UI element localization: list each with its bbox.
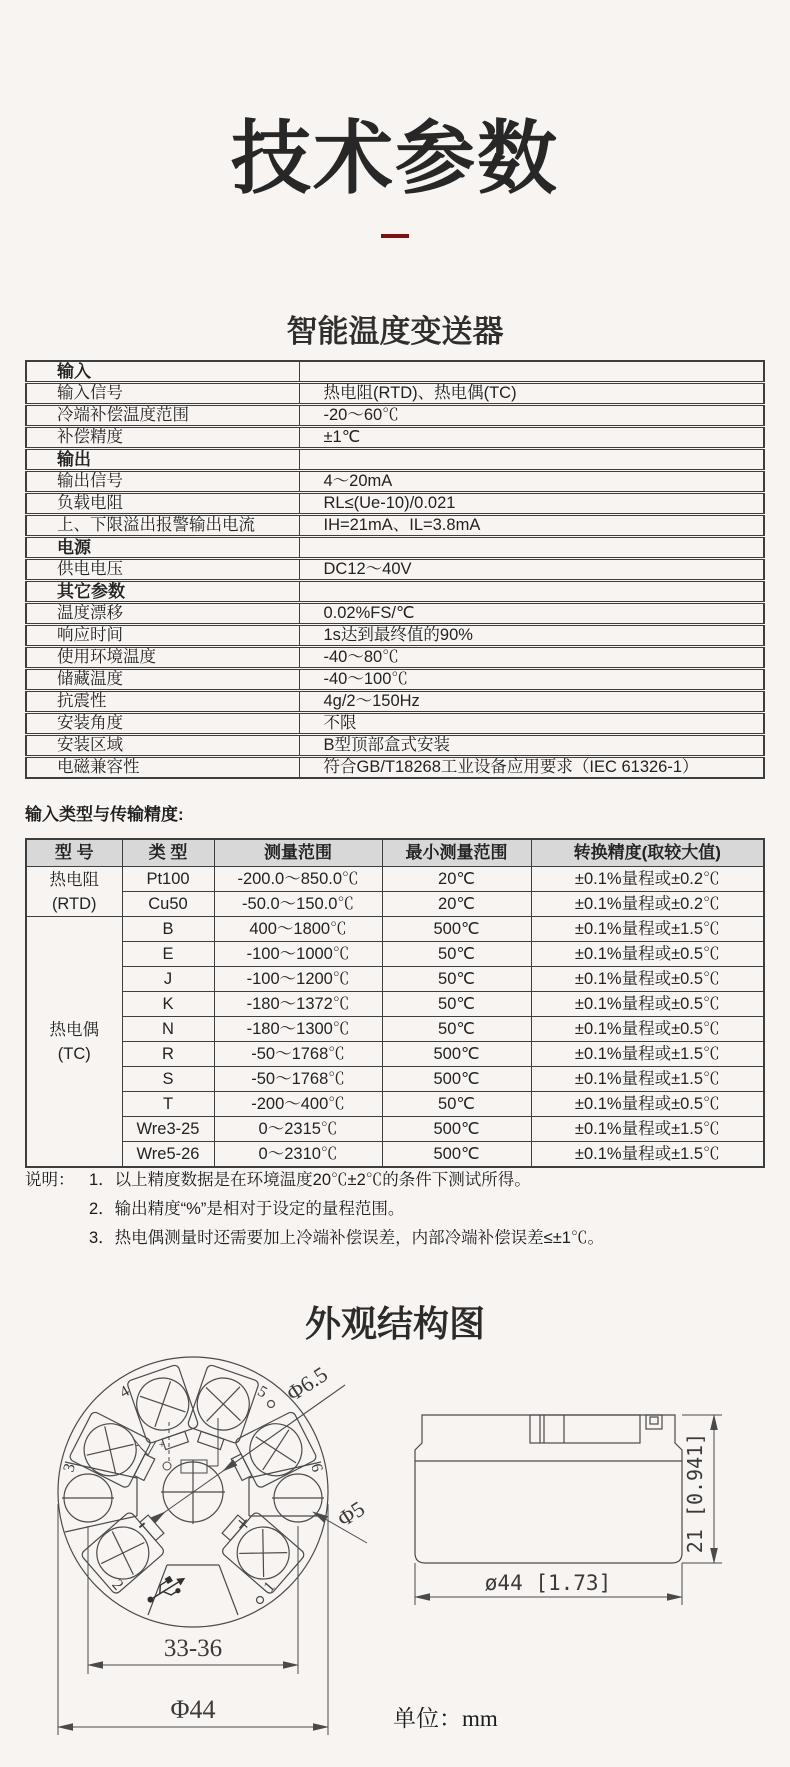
param-value: RL≤(Ue-10)/0.021 [299,493,764,515]
spec-row [26,625,764,647]
side-view-diagram [388,1398,738,1613]
sensor-type: T [122,1092,214,1117]
spec-section-row [26,361,764,383]
min-range: 50℃ [382,967,531,992]
measure-range: -180～1300℃ [214,1017,382,1042]
param-value: -20～60℃ [299,405,764,427]
param-label: 使用环境温度 [26,647,299,669]
spec-table [25,360,765,779]
accuracy-value: ±0.1%量程或±1.5℃ [531,1117,764,1142]
param-label: 抗震性 [26,691,299,713]
spec-row [26,691,764,713]
accuracy-value: ±0.1%量程或±1.5℃ [531,1042,764,1067]
page-title: 技术参数 [231,114,559,203]
terminal-number: 6 [307,1461,326,1474]
spec-row [26,383,764,405]
usb-icon [143,1569,191,1609]
accuracy-header-row [26,839,764,867]
param-label: 温度漂移 [26,603,299,625]
param-value: 符合GB/T18268工业设备应用要求（IEC 61326-1） [299,757,764,779]
spec-section-row [26,449,764,471]
sensor-type: J [122,967,214,992]
header-cell: 转换精度(取较大值) [531,839,764,867]
accuracy-value: ±0.1%量程或±0.5℃ [531,967,764,992]
measure-range: 0～2310℃ [214,1142,382,1168]
accuracy-row [26,1117,764,1142]
top-view-diagram [15,1352,380,1752]
measure-range: -200～400℃ [214,1092,382,1117]
sensor-type: B [122,917,214,942]
sensor-type: Pt100 [122,867,214,892]
accuracy-row [26,942,764,967]
measure-range: 0～2315℃ [214,1117,382,1142]
param-value: DC12～40V [299,559,764,581]
sensor-type: Wre3-25 [122,1117,214,1142]
terminal-number: 2 [108,1576,127,1594]
accuracy-value: ±0.1%量程或±1.5℃ [531,1142,764,1168]
spec-section-row [26,537,764,559]
note-item: 2．输出精度“%”是相对于设定的量程范围。 [89,1200,405,1218]
param-value: IH=21mA、IL=3.8mA [299,515,764,537]
min-range: 500℃ [382,1117,531,1142]
param-label: 上、下限溢出报警输出电流 [26,515,299,537]
structure-section-title: 外观结构图 [304,1303,485,1344]
terminal-block [208,1499,311,1601]
accuracy-row [26,1142,764,1168]
accuracy-value: ±0.1%量程或±0.5℃ [531,942,764,967]
spec-row [26,515,764,537]
dim-height-label: 21 [0.941] [683,1432,707,1554]
terminal-number: 1 [260,1578,279,1596]
header-cell: 类 型 [122,839,214,867]
measure-range: -100～1000℃ [214,942,382,967]
param-value: -40～80℃ [299,647,764,669]
model-cell-rtd: 热电阻 (RTD) [26,867,122,917]
spec-row [26,559,764,581]
header-cell: 最小测量范围 [382,839,531,867]
param-label: 负载电阻 [26,493,299,515]
measure-range: 400～1800℃ [214,917,382,942]
section-value [299,581,764,603]
min-range: 50℃ [382,942,531,967]
measure-range: -50.0～150.0℃ [214,892,382,917]
accuracy-row [26,1042,764,1067]
min-range: 500℃ [382,1042,531,1067]
param-label: 供电电压 [26,559,299,581]
min-range: 20℃ [382,892,531,917]
terminal-block [222,1406,320,1499]
spec-row [26,427,764,449]
param-label: 补偿精度 [26,427,299,449]
param-label: 冷端补偿温度范围 [26,405,299,427]
min-range: 500℃ [382,917,531,942]
measure-range: -50～1768℃ [214,1067,382,1092]
sensor-type: R [122,1042,214,1067]
min-range: 20℃ [382,867,531,892]
spec-row [26,471,764,493]
spec-row [26,735,764,757]
dim-center-hole-label: Φ6.5 [281,1361,333,1407]
accuracy-value: ±0.1%量程或±0.5℃ [531,1017,764,1042]
note-item: 3．热电偶测量时还需要加上冷端补偿误差，内部冷端补偿误差≤±1℃。 [89,1229,604,1247]
section-value [299,449,764,471]
accuracy-row [26,892,764,917]
section-value [299,537,764,559]
min-range: 50℃ [382,1092,531,1117]
unit-note: 单位：mm [393,1706,498,1731]
dim-hole-spacing-label: 33-36 [163,1635,223,1662]
measure-range: -50～1768℃ [214,1042,382,1067]
header-cell: 型 号 [26,839,122,867]
dim-side-hole-label: Φ5 [332,1495,370,1532]
accuracy-value: ±0.1%量程或±0.5℃ [531,992,764,1017]
section-label: 其它参数 [26,581,299,603]
section-value [299,361,764,383]
param-value: 0.02%FS/℃ [299,603,764,625]
accuracy-table [25,838,765,1168]
measure-range: -180～1372℃ [214,992,382,1017]
accuracy-value: ±0.1%量程或±1.5℃ [531,917,764,942]
spec-row [26,493,764,515]
accuracy-row [26,867,764,892]
section-label: 电源 [26,537,299,559]
notes-block [25,1166,604,1253]
terminal-number: 4 [117,1382,133,1402]
param-label: 输出信号 [26,471,299,493]
param-label: 储藏温度 [26,669,299,691]
spec-section-row [26,581,764,603]
param-label: 输入信号 [26,383,299,405]
accuracy-row [26,1017,764,1042]
sensor-type: S [122,1067,214,1092]
terminal-number: 5 [254,1382,270,1402]
product-subtitle: 智能温度变送器 [286,314,504,349]
note-item: 1．以上精度数据是在环境温度20℃±2℃的条件下测试所得。 [89,1171,531,1189]
spec-row [26,603,764,625]
param-label: 响应时间 [26,625,299,647]
min-range: 50℃ [382,1017,531,1042]
spec-row [26,647,764,669]
sensor-type: Cu50 [122,892,214,917]
min-range: 50℃ [382,992,531,1017]
param-value: ±1℃ [299,427,764,449]
dim-outer-diameter-label: Φ44 [170,1695,216,1724]
param-value: -40～100℃ [299,669,764,691]
header-cell: 测量范围 [214,839,382,867]
param-value: 4g/2～150Hz [299,691,764,713]
param-label: 安装区域 [26,735,299,757]
dim-width-label: ø44 [1.73] [484,1571,612,1595]
min-range: 500℃ [382,1067,531,1092]
accuracy-row [26,967,764,992]
param-label: 电磁兼容性 [26,757,299,779]
section-label: 输入 [26,361,299,383]
spec-row [26,405,764,427]
schematic-minus: - [135,1439,139,1451]
sensor-type: N [122,1017,214,1042]
schematic-plus: + [158,1439,166,1451]
param-value: 热电阻(RTD)、热电偶(TC) [299,383,764,405]
sensor-type: Wre5-26 [122,1142,214,1168]
section-label: 输出 [26,449,299,471]
param-value: 不限 [299,713,764,735]
polarity-plus: + [228,1510,257,1539]
polarity-minus: - [127,1509,154,1538]
param-label: 安装角度 [26,713,299,735]
terminal-number: 3 [60,1461,79,1474]
accent-divider [381,234,409,238]
enclosure-outline [415,1415,682,1563]
param-value: 4～20mA [299,471,764,493]
accuracy-value: ±0.1%量程或±0.5℃ [531,1092,764,1117]
accuracy-row [26,1092,764,1117]
accuracy-value: ±0.1%量程或±0.2℃ [531,867,764,892]
spec-row [26,757,764,779]
measure-range: -100～1200℃ [214,967,382,992]
spec-row [26,669,764,691]
notes-prefix: 说明： [25,1171,75,1189]
accuracy-value: ±0.1%量程或±1.5℃ [531,1067,764,1092]
accuracy-row [26,1067,764,1092]
param-value: 1s达到最终值的90% [299,625,764,647]
accuracy-row [26,917,764,942]
param-value: B型顶部盒式安装 [299,735,764,757]
model-cell-tc: 热电偶 (TC) [26,917,122,1168]
min-range: 500℃ [382,1142,531,1168]
accuracy-value: ±0.1%量程或±0.2℃ [531,892,764,917]
measure-range: -200.0～850.0℃ [214,867,382,892]
accuracy-row [26,992,764,1017]
spec-row [26,713,764,735]
accuracy-intro-label: 输入类型与传输精度: [25,805,184,824]
sensor-type: K [122,992,214,1017]
sensor-type: E [122,942,214,967]
